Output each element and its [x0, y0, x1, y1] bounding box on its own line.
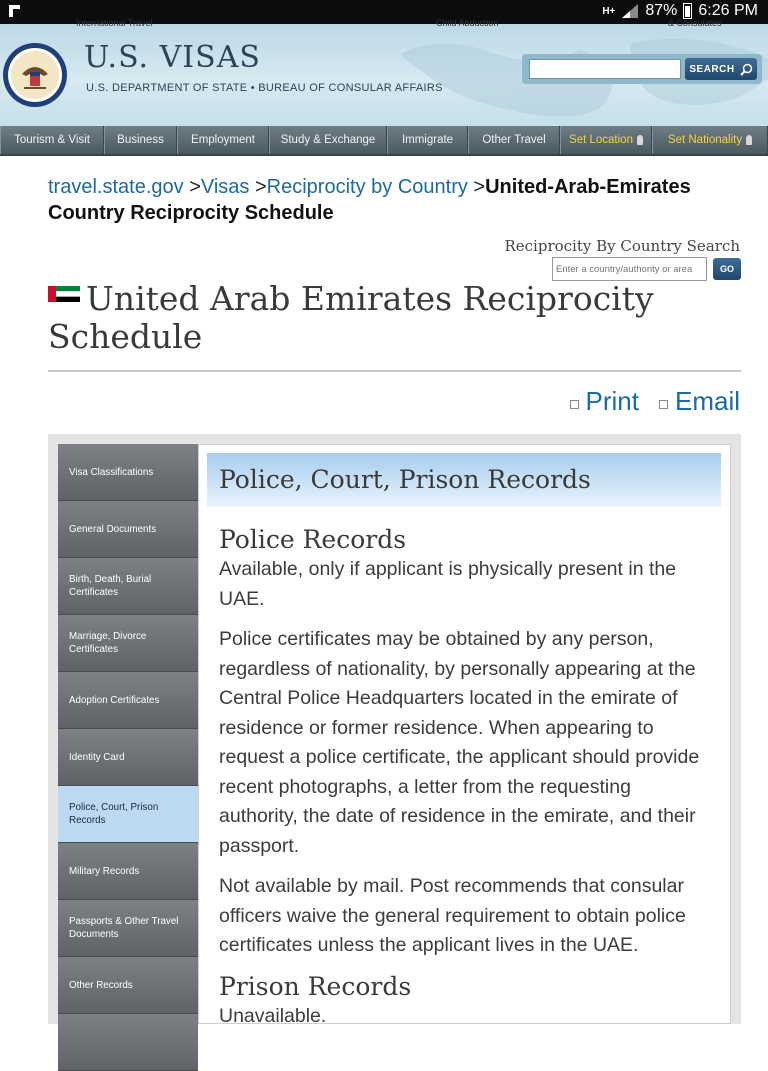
breadcrumb-home[interactable]: travel.state.gov [48, 176, 184, 198]
location-pin-icon [637, 135, 643, 145]
sidebar [58, 444, 198, 1071]
top-nav-cutoff-left[interactable]: International Travel [76, 18, 153, 28]
page-tools [570, 386, 740, 417]
section-header [207, 453, 721, 507]
sidebar-item-general-documents[interactable]: General Documents [58, 501, 198, 558]
top-nav-cutoff-right[interactable]: & Consulates [668, 18, 722, 28]
site-header [0, 18, 768, 126]
prison-records-heading: Prison Records [219, 971, 412, 1001]
sidebar-item-marriage-divorce[interactable]: Marriage, Divorce Certificates [58, 615, 198, 672]
section-title: Police, Court, Prison Records [219, 465, 591, 494]
email-icon [659, 400, 668, 409]
nav-business[interactable]: Business [104, 126, 177, 154]
set-nationality-button[interactable] [652, 126, 768, 154]
battery-icon [683, 3, 692, 19]
reciprocity-search-label: Reciprocity By Country Search [504, 237, 740, 255]
nav-study-exchange[interactable]: Study & Exchange [269, 126, 387, 154]
main-content [198, 444, 731, 1027]
department-of-state-seal-icon[interactable] [2, 42, 68, 108]
email-link[interactable]: Email [674, 386, 740, 416]
police-records-availability: Available, only if applicant is physically present in the UAE. [219, 558, 677, 610]
nav-employment[interactable]: Employment [177, 126, 269, 154]
title-divider [48, 370, 741, 372]
app-notification-icon [8, 4, 22, 18]
page-title: United Arab Emirates Reciprocity Schedule [48, 279, 654, 356]
top-nav-cutoff-mid[interactable]: Child Abduction [436, 18, 499, 28]
police-records-heading: Police Records [219, 525, 407, 554]
breadcrumb-reciprocity[interactable]: Reciprocity by Country [266, 176, 468, 198]
search-button[interactable] [685, 58, 757, 80]
sidebar-item-passports[interactable]: Passports & Other Travel Documents [58, 900, 198, 957]
nav-immigrate[interactable]: Immigrate [387, 126, 468, 154]
search-button-label: SEARCH [689, 63, 735, 75]
sidebar-item-adoption[interactable]: Adoption Certificates [58, 672, 198, 729]
site-subtitle: U.S. DEPARTMENT OF STATE • BUREAU OF CONSULAR AFFAIRS [86, 82, 443, 94]
signal-icon [621, 3, 639, 19]
site-title[interactable]: U.S. VISAS [84, 40, 261, 75]
police-records-mail-note: Not available by mail. Post recommends that consular officers waive the general requirement to obtain police certificates unless the applicant lives in the UAE. [219, 875, 686, 956]
breadcrumb-current: United-Arab-Emirates Country Reciprocity Schedule [48, 176, 691, 224]
go-button[interactable]: GO [713, 258, 741, 280]
print-link[interactable]: Print [585, 386, 639, 416]
set-location-label: Set Location [569, 134, 633, 146]
sidebar-item-police-court-prison[interactable]: Police, Court, Prison Records [58, 786, 198, 843]
set-location-button[interactable] [560, 126, 652, 154]
sidebar-item-visa-classifications[interactable]: Visa Classifications [58, 444, 198, 501]
breadcrumb-separator: > [473, 176, 486, 198]
country-search-input[interactable] [552, 257, 707, 281]
clock: 6:26 PM [698, 2, 758, 19]
police-records-procedure: Police certificates may be obtained by any person, regardless of nationality, by personally appearing at the Central Police Headquarters located in the emirate of residence or former residence. When appearing to request a police certificate, the applicant should provide recent photographs, a letter from the requesting authority, the date of residence in the emirate, and their passport. [219, 628, 700, 857]
breadcrumb-separator: > [254, 176, 267, 198]
nav-other-travel[interactable]: Other Travel [468, 126, 560, 154]
battery-percent: 87% [645, 2, 678, 19]
content-panel [48, 434, 741, 1027]
network-type: H+ [602, 5, 616, 17]
police-records-section [219, 525, 709, 1031]
nav-tourism-visit[interactable]: Tourism & Visit [0, 126, 104, 154]
sidebar-item-military-records[interactable]: Military Records [58, 843, 198, 900]
breadcrumb [48, 174, 708, 226]
sidebar-item-birth-death-burial[interactable]: Birth, Death, Burial Certificates [58, 558, 198, 615]
main-nav [0, 126, 768, 156]
print-icon [570, 400, 579, 409]
search-icon [740, 63, 753, 76]
sidebar-item-more[interactable] [58, 1014, 198, 1071]
sidebar-item-other-records[interactable]: Other Records [58, 957, 198, 1014]
sidebar-item-identity-card[interactable]: Identity Card [58, 729, 198, 786]
set-nationality-label: Set Nationality [667, 134, 743, 146]
site-search [522, 54, 762, 84]
breadcrumb-separator: > [189, 176, 201, 198]
prison-records-availability: Unavailable. [219, 1004, 327, 1027]
nationality-pin-icon [746, 135, 752, 145]
breadcrumb-visas[interactable]: Visas [200, 176, 250, 198]
search-input[interactable] [529, 59, 681, 79]
